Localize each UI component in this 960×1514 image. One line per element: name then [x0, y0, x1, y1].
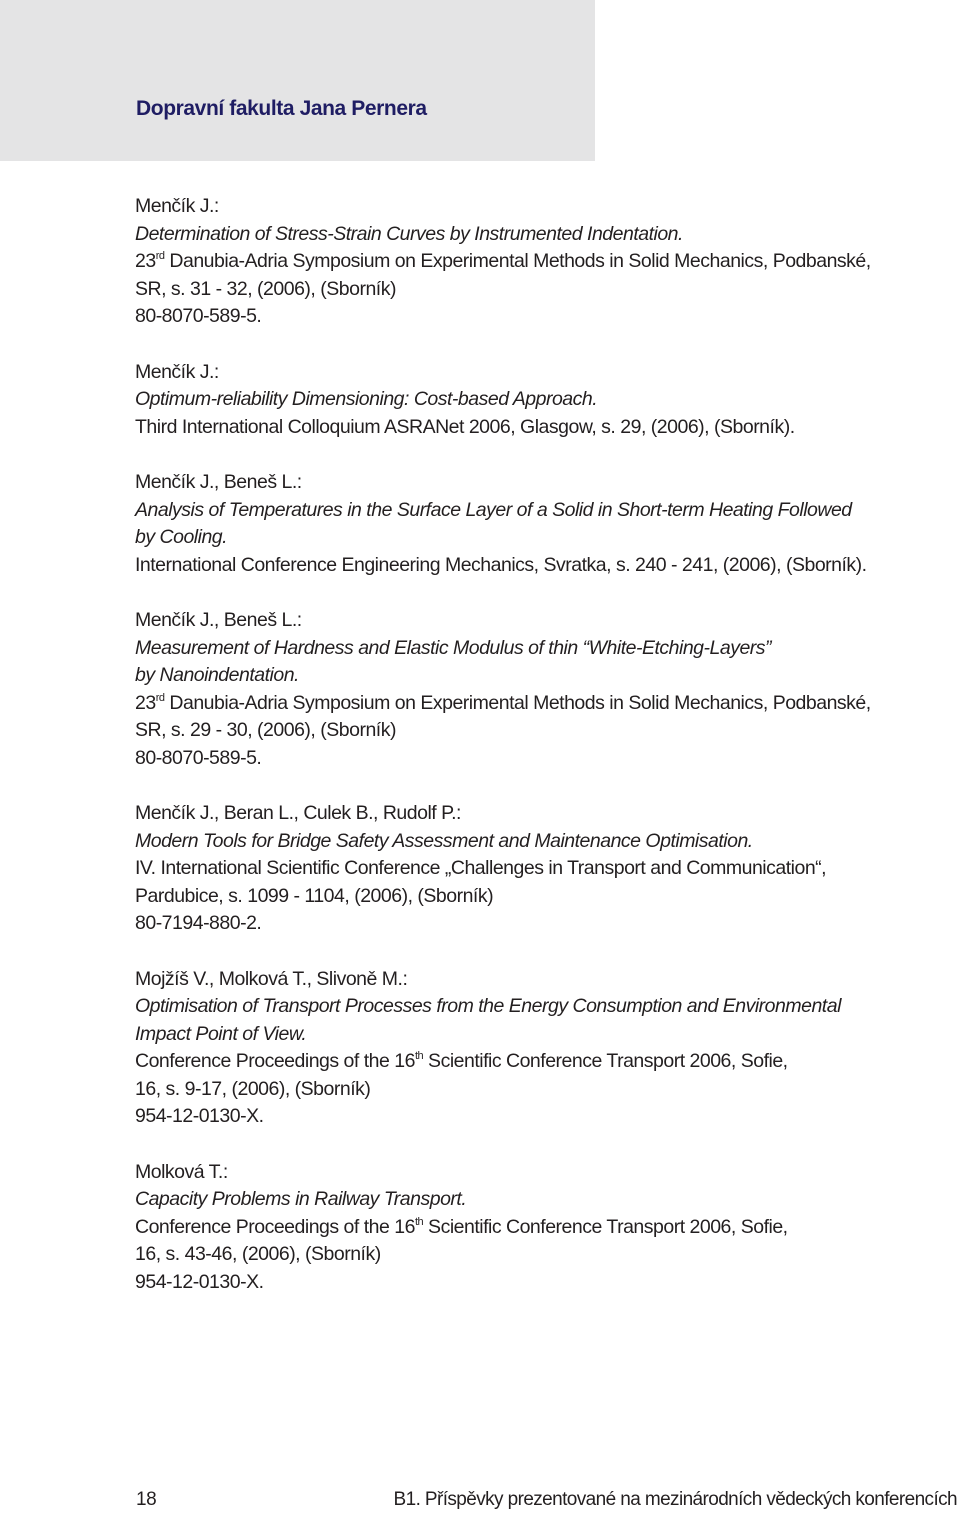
- entry-source-line: Pardubice, s. 1099 - 1104, (2006), (Sborník): [135, 884, 494, 907]
- entry-source-line: Third International Colloquium ASRANet 2006, Glasgow, s. 29, (2006), (Sborník).: [135, 415, 795, 438]
- entry-title: Capacity Problems in Railway Transport.: [135, 1188, 467, 1210]
- publication-entry: [135, 469, 950, 579]
- entry-source-line: IV. International Scientific Conference „Challenges in Transport and Communication“,: [135, 857, 827, 879]
- entry-authors: Mojžíš V., Molková T., Slivoně M.:: [135, 967, 408, 990]
- publication-entry: [135, 359, 950, 442]
- publication-entry: [135, 1159, 950, 1297]
- publication-entry: [135, 193, 950, 331]
- entry-title: Optimum-reliability Dimensioning: Cost-based Approach.: [135, 388, 598, 410]
- entry-title: Impact Point of View.: [135, 1022, 307, 1045]
- entry-isbn: 80-7194-880-2.: [135, 912, 262, 934]
- entry-source-line: 16, s. 9-17, (2006), (Sborník): [135, 1077, 371, 1100]
- entry-title: Determination of Stress-Strain Curves by Instrumented Indentation.: [135, 222, 683, 245]
- entry-authors: Menčík J., Beneš L.:: [135, 609, 302, 631]
- page-header-title: Dopravní fakulta Jana Pernera: [136, 97, 427, 120]
- entry-title: by Nanoindentation.: [135, 664, 299, 686]
- entry-isbn: 954-12-0130-X.: [135, 1270, 264, 1293]
- entry-title: Optimisation of Transport Processes from the Energy Consumption and Environmental: [135, 995, 841, 1017]
- footer-section-title: B1. Příspěvky prezentované na mezinárodních vědeckých konferencích: [393, 1489, 957, 1510]
- entry-source-line: Conference Proceedings of the 16th Scientific Conference Transport 2006, Sofie,: [135, 1215, 788, 1238]
- entry-title: by Cooling.: [135, 526, 228, 548]
- entry-source-line: Conference Proceedings of the 16th Scientific Conference Transport 2006, Sofie,: [135, 1050, 788, 1072]
- entry-title: Analysis of Temperatures in the Surface Layer of a Solid in Short-term Heating Followed: [135, 498, 852, 521]
- entry-source-line: SR, s. 29 - 30, (2006), (Sborník): [135, 719, 396, 741]
- entry-authors: Menčík J.:: [135, 360, 219, 383]
- entry-isbn: 954-12-0130-X.: [135, 1105, 264, 1127]
- entry-authors: Menčík J., Beneš L.:: [135, 471, 302, 493]
- entry-title: Modern Tools for Bridge Safety Assessment and Maintenance Optimisation.: [135, 829, 753, 852]
- publication-entry: [135, 966, 950, 1131]
- entry-isbn: 80-8070-589-5.: [135, 746, 262, 769]
- header-band: [0, 0, 595, 161]
- entry-title: Measurement of Hardness and Elastic Modulus of thin “White-Etching-Layers”: [135, 636, 772, 659]
- page-number: 18: [136, 1489, 157, 1510]
- entry-isbn: 80-8070-589-5.: [135, 305, 262, 327]
- entry-source-line: 16, s. 43-46, (2006), (Sborník): [135, 1243, 381, 1265]
- entry-source-line: 23rd Danubia-Adria Symposium on Experimental Methods in Solid Mechanics, Podbanské,: [135, 691, 871, 714]
- publication-entry: [135, 607, 950, 772]
- entry-authors: Menčík J., Beran L., Culek B., Rudolf P.:: [135, 802, 461, 824]
- entry-authors: Molková T.:: [135, 1160, 228, 1183]
- publication-list: [135, 193, 950, 1324]
- entry-authors: Menčík J.:: [135, 195, 219, 217]
- entry-source-line: SR, s. 31 - 32, (2006), (Sborník): [135, 277, 396, 300]
- entry-source-line: 23rd Danubia-Adria Symposium on Experimental Methods in Solid Mechanics, Podbanské,: [135, 250, 871, 272]
- entry-source-line: International Conference Engineering Mechanics, Svratka, s. 240 - 241, (2006), (Sborník).: [135, 553, 867, 576]
- publication-entry: [135, 800, 950, 938]
